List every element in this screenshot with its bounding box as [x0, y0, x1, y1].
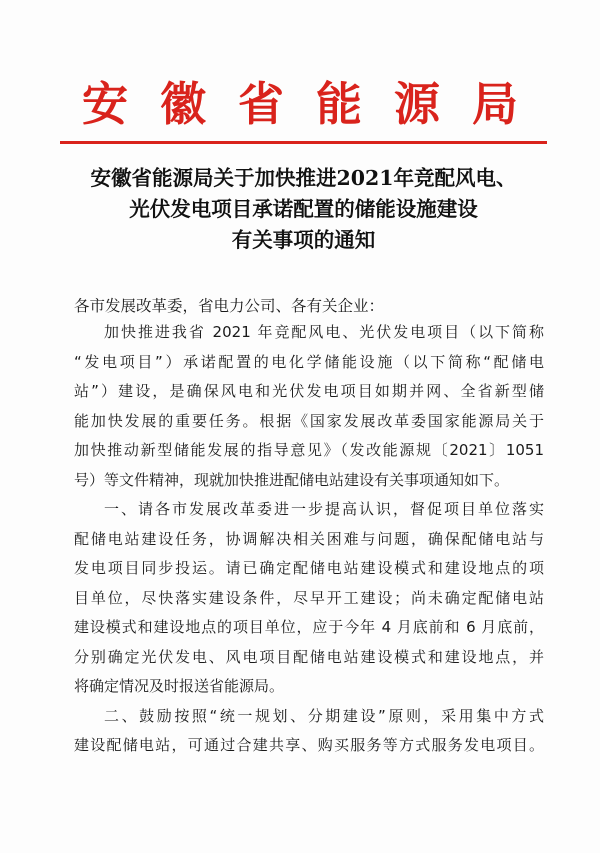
body-line: 二、鼓励按照“统一规划、分期建设”原则，采用集中方式 — [104, 706, 544, 725]
body-text — [74, 318, 544, 761]
body-line: 能加快发展的重要任务。根据《国家发展改革委国家能源局关于 — [74, 411, 544, 430]
body-line: 发电项目同步投运。请已确定配储电站建设模式和建设地点的项 — [74, 559, 544, 577]
salutation: 各市发展改革委，省电力公司、各有关企业： — [74, 297, 385, 315]
masthead-title: 安徽省能源局 — [82, 77, 550, 131]
title-line: 光伏发电项目承诺配置的储能设施建设 — [129, 197, 478, 221]
body-line: “发电项目”）承诺配置的电化学储能设施（以下简称“配储电 — [74, 352, 544, 371]
body-line: 建设配储电站，可通过合建共享、购买服务等方式服务发电项目。 — [74, 736, 544, 754]
body-line: 将确定情况及时报送省能源局。 — [74, 677, 285, 695]
body-line: 分别确定光伏发电、风电项目配储电站建设模式和建设地点，并 — [74, 647, 544, 666]
title-line: 安徽省能源局关于加快推进2021年竞配风电、 — [90, 166, 517, 190]
notice-title — [60, 163, 547, 256]
body-line: 号）等文件精神，现就加快推进配储电站建设有关事项通知如下。 — [74, 470, 510, 489]
body-line: 配储电站建设任务，协调解决相关困难与问题，确保配储电站与 — [74, 529, 544, 548]
body-line: 加快推进我省 2021 年竞配风电、光伏发电项目（以下简称 — [104, 323, 544, 341]
body-line: 一、请各市发展改革委进一步提高认识，督促项目单位落实 — [104, 500, 544, 518]
body-line: 加快推动新型储能发展的指导意见》（发改能源规〔2021〕1051 — [74, 441, 544, 459]
body-line: 站”）建设，是确保风电和光伏发电项目如期并网、全省新型储 — [74, 382, 544, 400]
body-line: 目单位，尽快落实建设条件，尽早开工建设；尚未确定配储电站 — [74, 588, 544, 607]
body-line: 建设模式和建设地点的项目单位，应于今年 4 月底前和 6 月底前， — [74, 618, 544, 636]
red-divider-line — [60, 141, 547, 144]
title-line: 有关事项的通知 — [231, 228, 376, 252]
